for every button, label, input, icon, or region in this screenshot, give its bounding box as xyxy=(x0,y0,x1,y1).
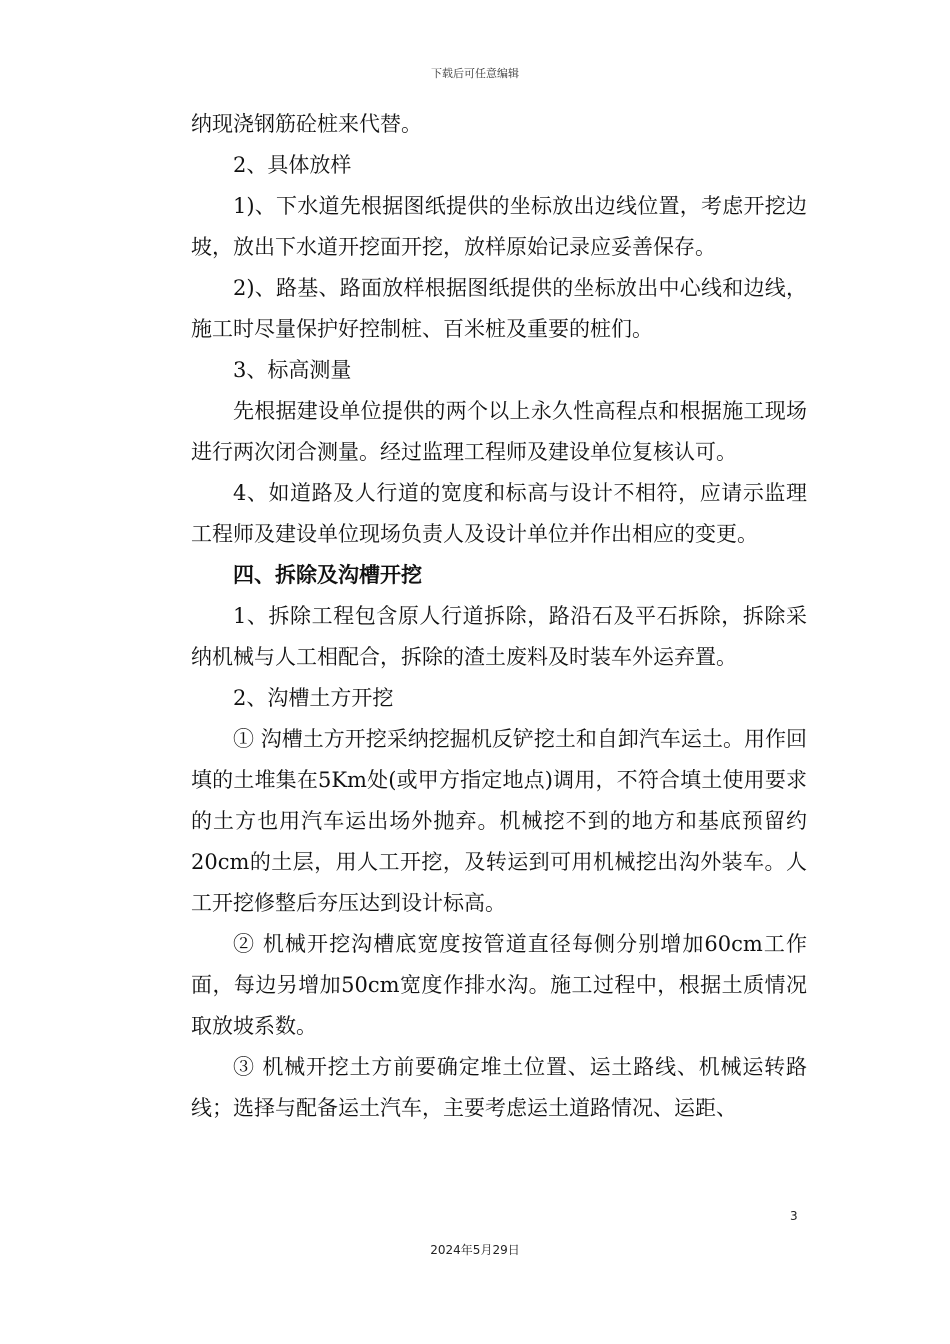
paragraph-sewer-layout: 1)、下水道先根据图纸提供的坐标放出边线位置，考虑开挖边坡，放出下水道开挖面开挖，放样原始记录应妥善保存。 xyxy=(191,194,807,259)
paragraph-continuation: 纳现浇钢筋砼桩来代替。 xyxy=(191,112,422,136)
page-number: 3 xyxy=(790,1209,798,1223)
subheading-elevation-survey: 3、标高测量 xyxy=(233,358,352,382)
paragraph-excavation-item-2: ② 机械开挖沟槽底宽度按管道直径每侧分别增加60cm工作面，每边另增加50cm宽度作排水沟。施工过程中，根据土质情况取放坡系数。 xyxy=(191,932,807,1038)
paragraph-elevation-survey: 先根据建设单位提供的两个以上永久性高程点和根据施工现场进行两次闭合测量。经过监理工程师及建设单位复核认可。 xyxy=(191,399,807,464)
paragraph-demolition-works: 1、拆除工程包含原人行道拆除，路沿石及平石拆除，拆除采纳机械与人工相配合，拆除的渣土废料及时装车外运弃置。 xyxy=(191,604,807,669)
subheading-trench-excavation: 2、沟槽土方开挖 xyxy=(233,686,394,710)
page-header: 下载后可任意编辑 xyxy=(431,67,519,80)
paragraph-excavation-item-1: ① 沟槽土方开挖采纳挖掘机反铲挖土和自卸汽车运土。用作回填的土堆集在5Km处(或甲方指定地点)调用，不符合填土使用要求的土方也用汽车运出场外抛弃。机械挖不到的地方和基底预留约20cm的土层，用人工开挖，及转运到可用机械挖出沟外装车。人工开挖修整后夯压达到设计标高。 xyxy=(191,727,807,915)
section-heading-demolition: 四、拆除及沟槽开挖 xyxy=(233,563,422,587)
footer-date: 2024年5月29日 xyxy=(430,1243,520,1257)
paragraph-road-layout: 2)、路基、路面放样根据图纸提供的坐标放出中心线和边线，施工时尽量保护好控制桩、百米桩及重要的桩们。 xyxy=(191,276,807,341)
paragraph-width-mismatch: 4、如道路及人行道的宽度和标高与设计不相符，应请示监理工程师及建设单位现场负责人及设计单位并作出相应的变更。 xyxy=(191,481,807,546)
subheading-specific-layout: 2、具体放样 xyxy=(233,153,352,177)
paragraph-excavation-item-3: ③ 机械开挖土方前要确定堆土位置、运土路线、机械运转路线；选择与配备运土汽车，主要考虑运土道路情况、运距、 xyxy=(191,1055,807,1120)
document-body xyxy=(191,104,807,1129)
